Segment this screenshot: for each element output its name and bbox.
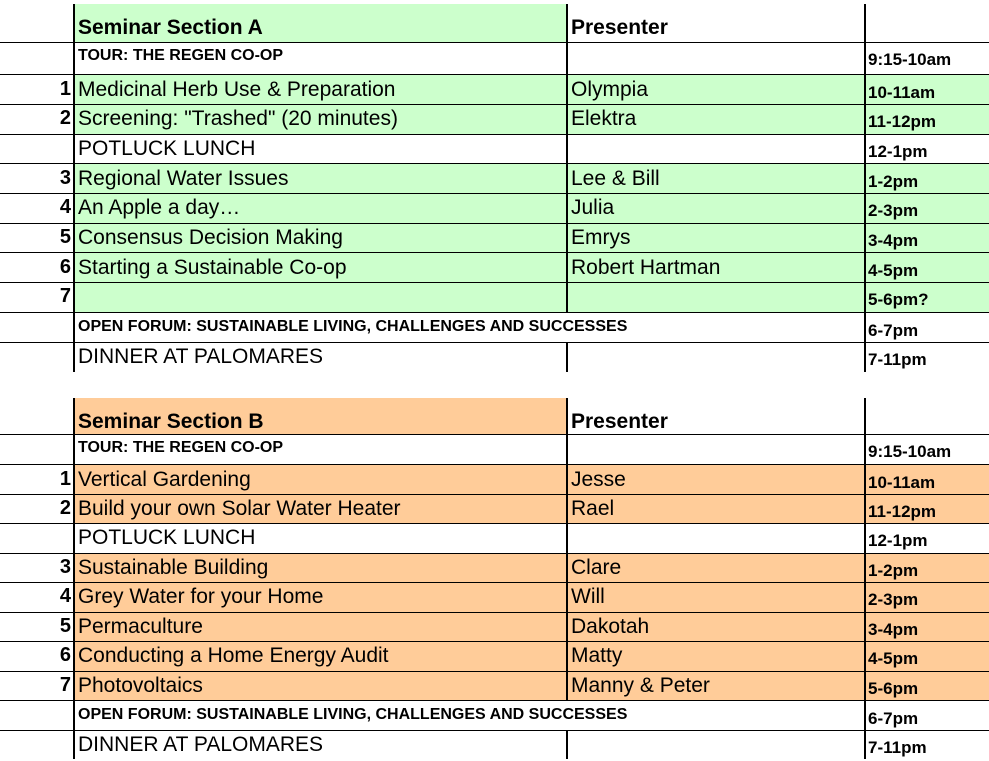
session-time: 2-3pm <box>865 193 989 223</box>
grid-line <box>0 42 989 43</box>
grid-line <box>73 4 75 372</box>
schedule-row <box>0 223 989 253</box>
session-topic: Build your own Solar Water Heater <box>74 494 567 523</box>
session-time: 7-11pm <box>868 738 927 757</box>
schedule-row <box>0 193 989 223</box>
session-topic: Vertical Gardening <box>74 465 567 494</box>
grid-line <box>0 134 989 135</box>
session-topic: Sustainable Building <box>74 553 567 582</box>
session-topic: POTLUCK LUNCH <box>78 137 256 160</box>
session-time: 10-11am <box>865 465 989 494</box>
grid-line <box>0 193 989 194</box>
session-topic: DINNER AT PALOMARES <box>78 733 324 756</box>
schedule-row <box>0 434 989 464</box>
session-time: 7-11pm <box>868 350 927 369</box>
session-presenter <box>567 282 865 312</box>
session-topic: OPEN FORUM: SUSTAINABLE LIVING, CHALLENGES AND SUCCESSES <box>78 318 628 335</box>
session-time: 2-3pm <box>865 582 989 612</box>
grid-line <box>566 342 568 372</box>
session-presenter: Manny & Peter <box>567 671 865 701</box>
session-time: 12-1pm <box>868 531 928 550</box>
session-presenter: Lee & Bill <box>567 164 865 193</box>
session-time: 10-11am <box>865 75 989 104</box>
session-time: 9:15-10am <box>868 442 952 461</box>
grid-line <box>0 494 989 495</box>
grid-line <box>0 434 989 435</box>
schedule-row <box>0 465 989 494</box>
session-topic: TOUR: THE REGEN CO-OP <box>78 439 284 456</box>
session-presenter <box>567 434 865 464</box>
session-topic <box>74 282 567 312</box>
session-topic: OPEN FORUM: SUSTAINABLE LIVING, CHALLENGES AND SUCCESSES <box>78 706 628 723</box>
schedule-row <box>0 612 989 641</box>
grid-line <box>0 252 989 253</box>
session-number <box>0 701 74 730</box>
session-number <box>0 434 74 464</box>
schedule-row <box>0 641 989 671</box>
schedule-row <box>0 282 989 312</box>
session-presenter <box>567 523 865 553</box>
session-time: 1-2pm <box>865 164 989 193</box>
schedule-row <box>0 553 989 582</box>
session-number: 3 <box>59 556 71 578</box>
session-presenter: Robert Hartman <box>567 253 865 282</box>
session-topic: An Apple a day… <box>74 193 567 223</box>
session-topic: DINNER AT PALOMARES <box>78 345 324 368</box>
grid-line <box>0 582 989 583</box>
session-time: 12-1pm <box>868 142 928 161</box>
session-topic: Medicinal Herb Use & Preparation <box>74 75 567 104</box>
schedule-row <box>0 701 989 730</box>
schedule-row <box>0 523 989 553</box>
session-number: 2 <box>59 497 71 519</box>
session-presenter: Rael <box>567 494 865 523</box>
session-time: 4-5pm <box>865 641 989 671</box>
grid-line <box>864 4 866 372</box>
session-topic: TOUR: THE REGEN CO-OP <box>78 47 284 64</box>
grid-line <box>0 700 989 701</box>
session-time: 6-7pm <box>868 709 919 728</box>
schedule-row <box>0 42 989 72</box>
section-header-row <box>0 4 989 42</box>
session-time: 4-5pm <box>865 253 989 282</box>
grid-line <box>0 342 989 343</box>
session-number: 7 <box>59 285 71 307</box>
grid-line <box>0 553 989 554</box>
grid-line <box>0 523 989 524</box>
session-presenter: Matty <box>567 641 865 671</box>
schedule-row <box>0 104 989 134</box>
session-topic: Grey Water for your Home <box>74 582 567 612</box>
session-presenter <box>567 134 865 163</box>
session-presenter <box>567 42 865 72</box>
session-time: 11-12pm <box>865 494 989 523</box>
grid-line <box>0 74 989 75</box>
schedule-row <box>0 164 989 193</box>
session-presenter: Julia <box>567 193 865 223</box>
session-number: 6 <box>59 644 71 666</box>
session-topic: Permaculture <box>74 612 567 641</box>
session-presenter: Dakotah <box>567 612 865 641</box>
session-time: 1-2pm <box>865 553 989 582</box>
schedule-row <box>0 342 989 372</box>
grid-line <box>566 730 568 759</box>
session-time: 6-7pm <box>868 321 919 340</box>
grid-line <box>0 612 989 613</box>
session-presenter: Olympia <box>567 75 865 104</box>
session-time: 11-12pm <box>865 104 989 134</box>
session-time: 3-4pm <box>865 612 989 641</box>
session-time: 5-6pm? <box>865 282 989 312</box>
session-number <box>0 523 74 553</box>
session-number <box>0 134 74 163</box>
session-presenter <box>567 730 865 759</box>
session-time: 3-4pm <box>865 223 989 253</box>
session-presenter <box>567 342 865 372</box>
session-presenter: Clare <box>567 553 865 582</box>
session-number: 3 <box>59 167 71 189</box>
session-time: 5-6pm <box>865 671 989 701</box>
grid-line <box>0 730 989 731</box>
session-presenter: Emrys <box>567 223 865 253</box>
session-presenter: Will <box>567 582 865 612</box>
session-number: 5 <box>59 615 71 637</box>
session-number: 4 <box>59 585 71 607</box>
session-topic: Starting a Sustainable Co-op <box>74 253 567 282</box>
grid-line <box>0 671 989 672</box>
session-number: 7 <box>59 674 71 696</box>
session-number <box>0 342 74 372</box>
session-number: 5 <box>59 226 71 248</box>
grid-line <box>0 223 989 224</box>
session-topic: Regional Water Issues <box>74 164 567 193</box>
section-title: Seminar Section A <box>74 4 567 42</box>
presenter-header: Presenter <box>571 16 668 39</box>
session-number <box>0 42 74 72</box>
session-number: 1 <box>59 468 71 490</box>
grid-line <box>566 398 568 701</box>
session-number: 4 <box>59 196 71 218</box>
schedule-row <box>0 494 989 523</box>
schedule-row <box>0 730 989 759</box>
session-presenter: Jesse <box>567 465 865 494</box>
grid-line <box>0 163 989 164</box>
section-title: Seminar Section B <box>74 398 567 434</box>
grid-line <box>566 4 568 313</box>
session-time: 9:15-10am <box>868 50 952 69</box>
session-number <box>0 313 74 342</box>
schedule-row <box>0 313 989 342</box>
session-topic: Photovoltaics <box>74 671 567 701</box>
schedule-row <box>0 75 989 104</box>
session-topic: Screening: "Trashed" (20 minutes) <box>74 104 567 134</box>
presenter-header: Presenter <box>571 410 668 433</box>
grid-line <box>0 104 989 105</box>
schedule-row <box>0 134 989 163</box>
session-topic: Consensus Decision Making <box>74 223 567 253</box>
session-presenter: Elektra <box>567 104 865 134</box>
schedule-row <box>0 582 989 612</box>
grid-line <box>73 398 75 759</box>
grid-line <box>0 282 989 283</box>
session-number: 6 <box>59 256 71 278</box>
session-topic: Conducting a Home Energy Audit <box>74 641 567 671</box>
grid-line <box>864 398 866 759</box>
session-number: 2 <box>59 107 71 129</box>
session-number <box>0 730 74 759</box>
session-topic: POTLUCK LUNCH <box>78 526 256 549</box>
grid-line <box>0 464 989 465</box>
schedule-row <box>0 671 989 701</box>
grid-line <box>0 641 989 642</box>
schedule-row <box>0 253 989 282</box>
section-header-row <box>0 398 989 434</box>
session-number: 1 <box>59 78 71 100</box>
grid-line <box>0 312 989 313</box>
